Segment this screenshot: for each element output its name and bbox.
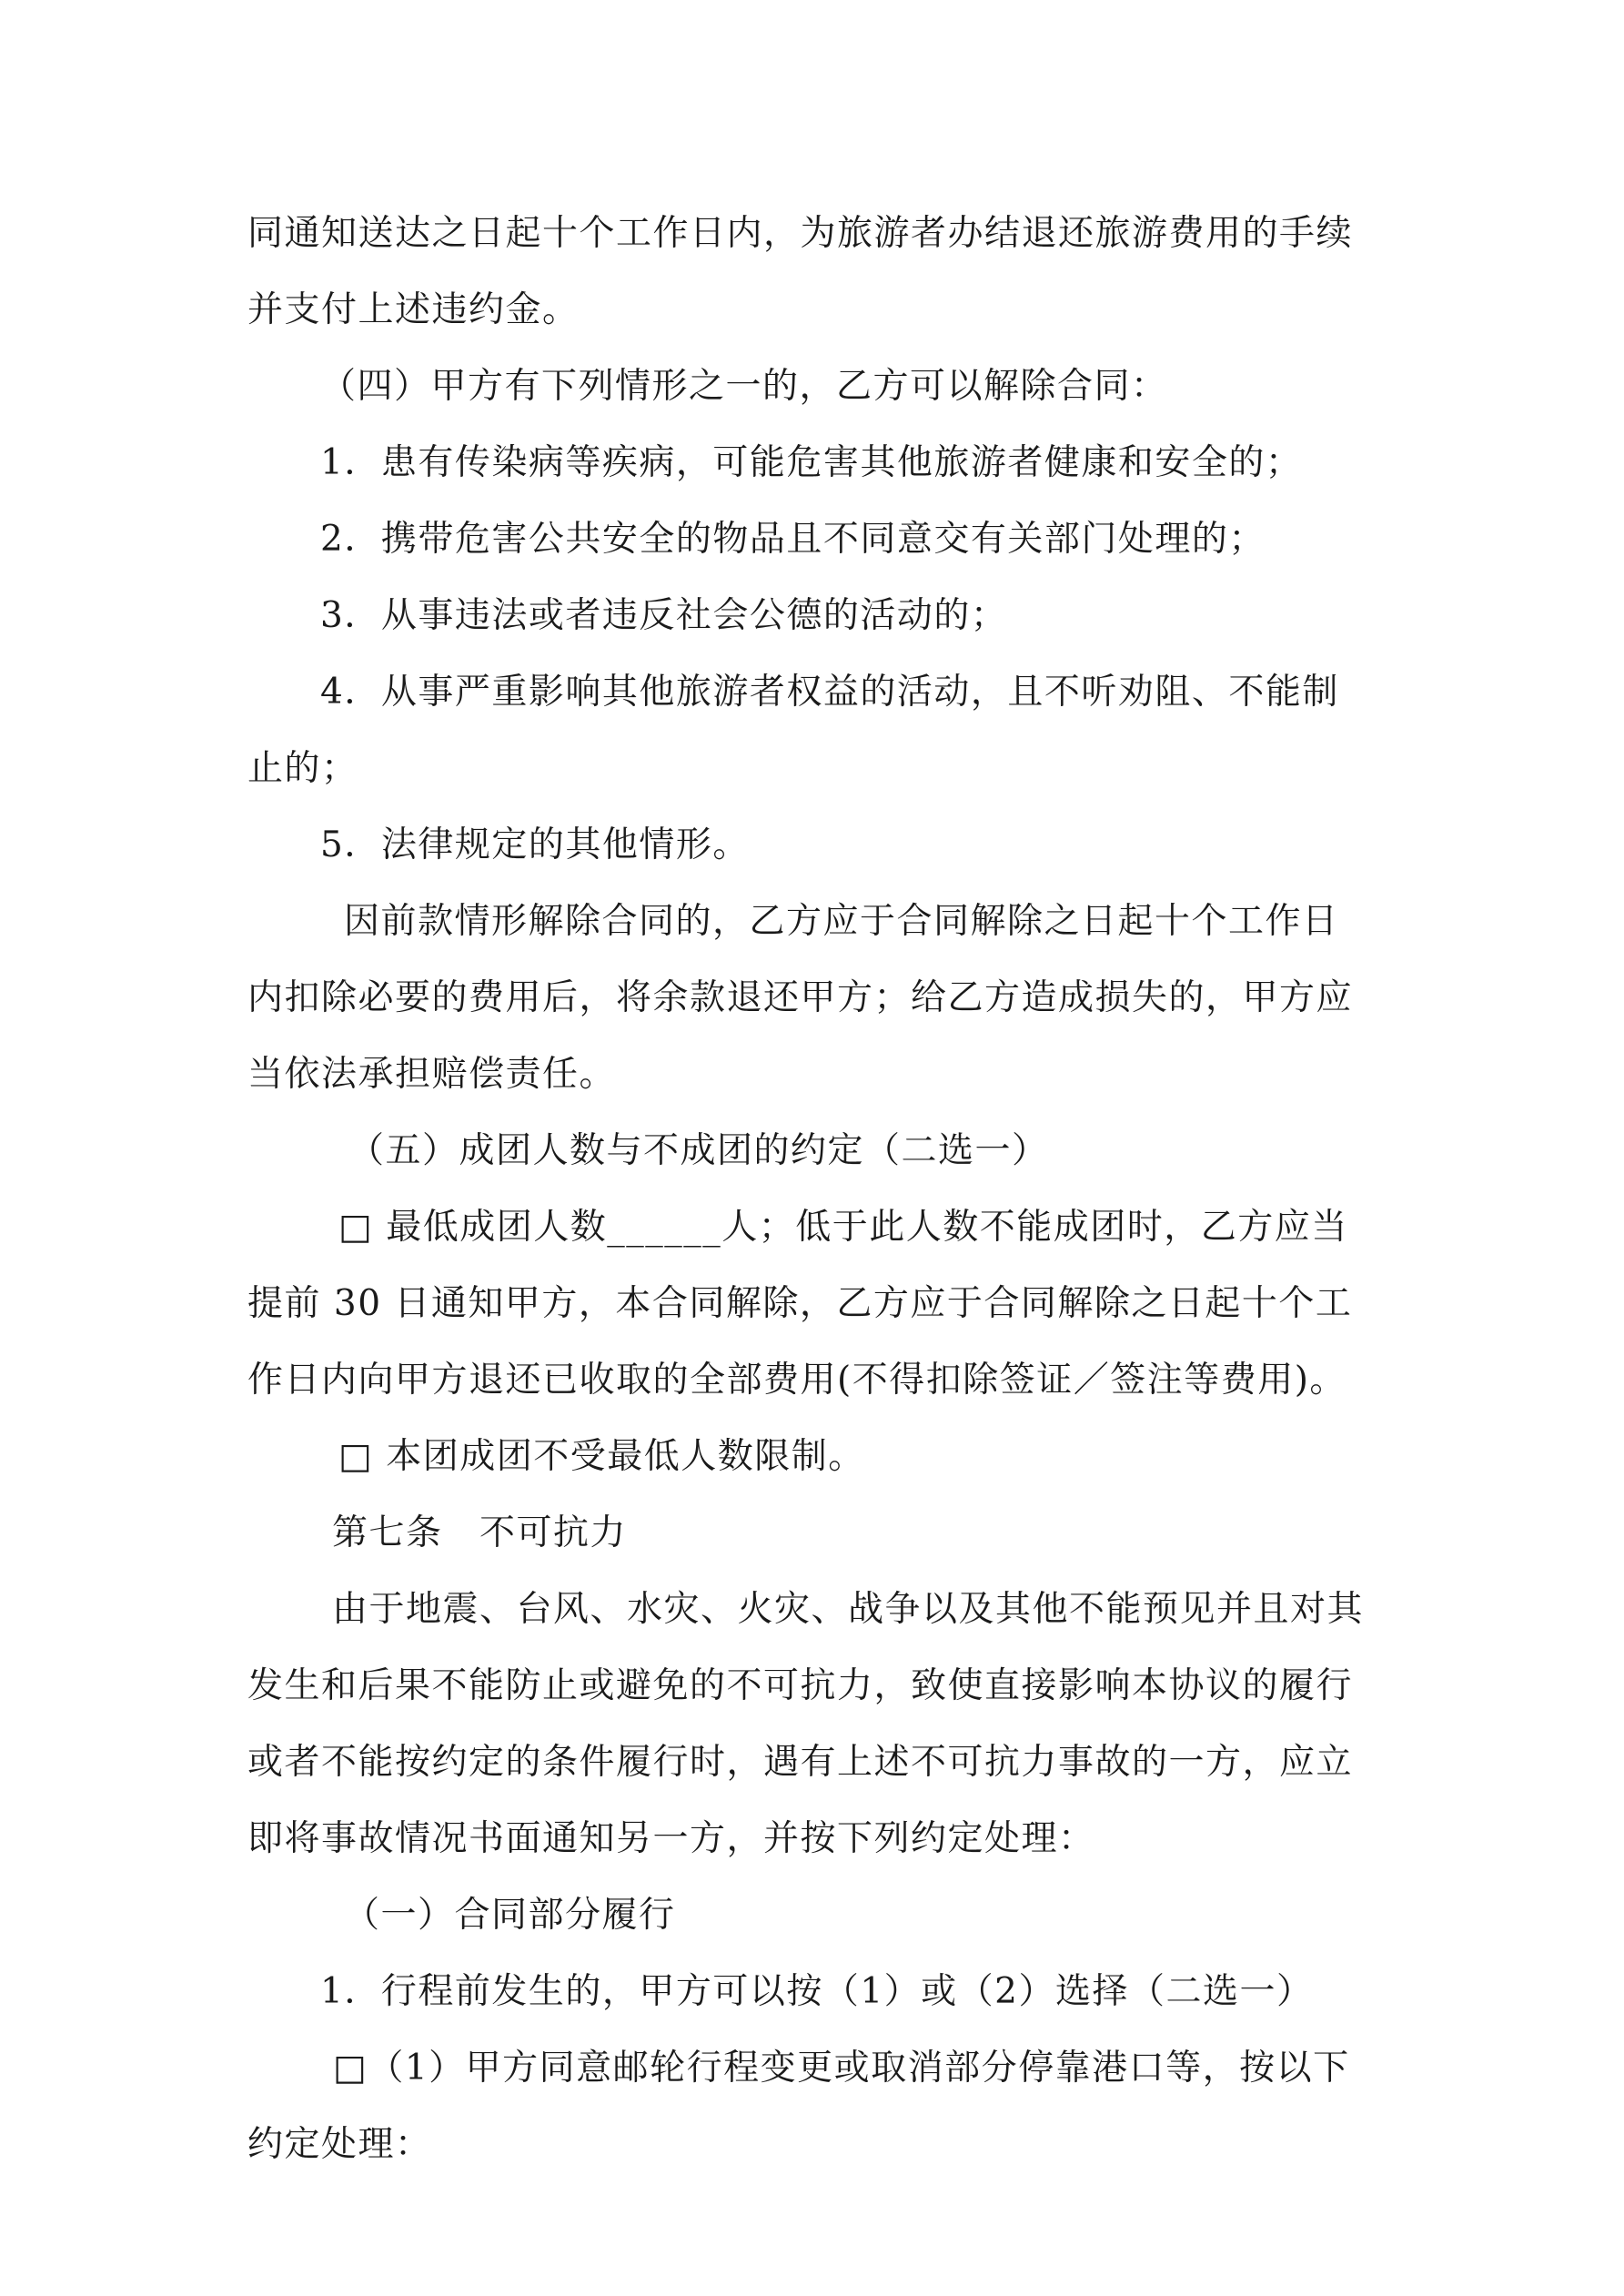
text-line: 作日内向甲方退还已收取的全部费用(不得扣除签证／签注等费用)。 (247, 1360, 1347, 1401)
text-line: 并支付上述违约金。 (247, 289, 580, 330)
list-item: 4．从事严重影响其他旅游者权益的活动，且不听劝阻、不能制 (320, 672, 1339, 713)
section-heading: （五）成团人数与不成团的约定（二选一） (348, 1130, 1049, 1171)
section-heading: （四）甲方有下列情形之一的，乙方可以解除合同： (320, 366, 1168, 407)
checkbox-option: □ 最低成团人数______人；低于此人数不能成团时，乙方应当 (338, 1207, 1348, 1248)
list-item: 1．患有传染病等疾病，可能危害其他旅游者健康和安全的； (320, 442, 1303, 483)
text-line: 止的； (247, 748, 358, 789)
text-line: 内扣除必要的费用后，将余款退还甲方；给乙方造成损失的，甲方应 (247, 977, 1354, 1018)
checkbox-option: □（1）甲方同意邮轮行程变更或取消部分停靠港口等，按以下 (333, 2048, 1350, 2089)
text-line: 同通知送达之日起十个工作日内，为旅游者办结退还旅游费用的手续 (247, 213, 1354, 254)
text-line: 提前 30 日通知甲方，本合同解除，乙方应于合同解除之日起十个工 (247, 1283, 1353, 1324)
article-heading: 第七条 不可抗力 (332, 1512, 628, 1553)
checkbox-option: □ 本团成团不受最低人数限制。 (338, 1436, 865, 1477)
text-line: 因前款情形解除合同的，乙方应于合同解除之日起十个工作日 (344, 901, 1339, 942)
list-item: 3．从事违法或者违反社会公德的活动的； (320, 595, 1008, 636)
list-item: 2．携带危害公共安全的物品且不同意交有关部门处理的； (320, 519, 1266, 560)
list-item: 1．行程前发生的，甲方可以按（1）或（2）选择（二选一） (320, 1971, 1314, 2012)
text-line: 即将事故情况书面通知另一方，并按下列约定处理： (247, 1818, 1095, 1859)
text-line: 由于地震、台风、水灾、火灾、战争以及其他不能预见并且对其 (332, 1589, 1365, 1630)
text-line: 约定处理： (247, 2124, 432, 2165)
list-item: 5．法律规定的其他情形。 (320, 824, 750, 865)
text-line: 当依法承担赔偿责任。 (247, 1054, 617, 1095)
section-heading: （一）合同部分履行 (344, 1895, 676, 1936)
text-line: 或者不能按约定的条件履行时，遇有上述不可抗力事故的一方，应立 (247, 1742, 1354, 1783)
text-line: 发生和后果不能防止或避免的不可抗力，致使直接影响本协议的履行 (247, 1665, 1354, 1706)
